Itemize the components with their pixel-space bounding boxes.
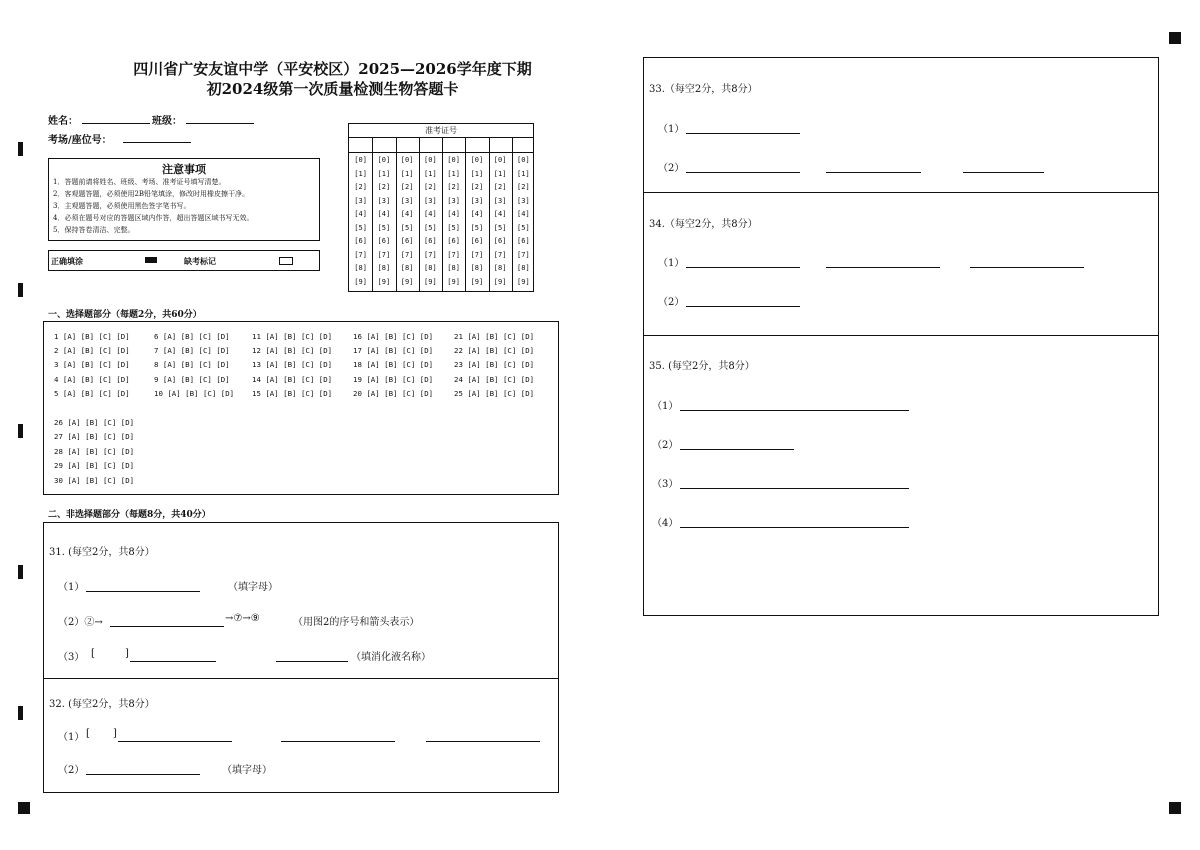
nonchoice-answer-box: [43, 522, 559, 793]
timing-mark: [18, 283, 23, 297]
exam-id-digit-bubble[interactable]: [5]: [400, 223, 414, 232]
exam-id-digit-bubble[interactable]: [3]: [493, 196, 507, 205]
exam-id-digit-bubble[interactable]: [7]: [517, 250, 530, 259]
q33-sub2-blank3[interactable]: [963, 172, 1044, 173]
choice-question-row[interactable]: 22 [A] [B] [C] [D]: [454, 346, 535, 356]
exam-id-digit-bubble[interactable]: [3]: [470, 196, 484, 205]
exam-id-digit-bubble[interactable]: [1]: [424, 169, 437, 178]
exam-id-digit-bubble[interactable]: [0]: [377, 156, 391, 164]
q32-title: 32. (每空2分，共8分）: [49, 699, 155, 710]
exam-id-digit-bubble[interactable]: [6]: [424, 237, 437, 245]
q34-sub2-label: （2）: [658, 297, 685, 308]
exam-id-digit-bubble[interactable]: [9]: [377, 277, 391, 286]
exam-id-digit-bubble[interactable]: [3]: [354, 196, 367, 205]
exam-id-digit-bubble[interactable]: [6]: [493, 237, 507, 245]
exam-id-digit-bubble[interactable]: [0]: [470, 156, 484, 164]
notice-title: 注意事项: [162, 163, 206, 176]
alignment-marker-bottom-left: [18, 802, 30, 814]
absent-mark-checkbox[interactable]: [279, 257, 293, 265]
exam-id-entry-cell[interactable]: [349, 138, 372, 152]
choice-question-row[interactable]: 21 [A] [B] [C] [D]: [454, 332, 535, 341]
exam-id-digit-bubble[interactable]: [4]: [470, 210, 484, 218]
exam-id-digit-bubble[interactable]: [5]: [354, 223, 367, 232]
choice-answer-box: [43, 321, 559, 495]
exam-id-digit-bubble[interactable]: [7]: [377, 250, 391, 259]
q33-title: 33.（每空2分，共8分）: [649, 84, 758, 95]
q32-sub1-blank3[interactable]: [426, 741, 540, 742]
choice-question-row[interactable]: 6 [A] [B] [C] [D]: [154, 332, 230, 341]
exam-id-digit-bubble[interactable]: [4]: [354, 210, 367, 218]
timing-mark: [18, 142, 23, 156]
notice-item: 4．必须在题号对应的答题区域内作答，超出答题区域书写无效。: [53, 214, 254, 222]
q33-q34-divider: [644, 192, 1158, 193]
exam-id-entry-divider: [349, 152, 533, 153]
exam-id-digit-bubble[interactable]: [2]: [400, 183, 414, 191]
q31-sub2-blank[interactable]: [110, 626, 224, 627]
exam-id-digit-bubble[interactable]: [0]: [400, 156, 414, 164]
q35-sub3-blank[interactable]: [680, 488, 909, 489]
q32-sub1-bracket-open: [: [86, 728, 90, 739]
exam-id-digit-bubble[interactable]: [5]: [493, 223, 507, 232]
q32-sub2-hint: （填字母）: [222, 765, 272, 776]
exam-id-digit-bubble[interactable]: [0]: [517, 156, 530, 164]
choice-question-row[interactable]: 3 [A] [B] [C] [D]: [54, 360, 130, 370]
exam-id-digit-bubble[interactable]: [6]: [354, 237, 367, 245]
choice-question-row[interactable]: 9 [A] [B] [C] [D]: [154, 374, 230, 384]
exam-id-label: 准考证号: [425, 126, 457, 135]
class-label: 班级：: [152, 116, 182, 127]
q31-sub3-label: （3）: [58, 652, 85, 663]
name-field[interactable]: [82, 123, 150, 124]
correct-fill-label: 正确填涂: [51, 256, 83, 266]
exam-id-digit-bubble[interactable]: [9]: [470, 277, 484, 286]
q35-sub2-label: （2）: [652, 440, 679, 451]
section1-header: 一、选择题部分（每题2分，共60分）: [48, 310, 202, 320]
choice-question-row[interactable]: 15 [A] [B] [C] [D]: [252, 388, 333, 398]
exam-id-digit-bubble[interactable]: [0]: [493, 156, 507, 164]
choice-question-row[interactable]: 19 [A] [B] [C] [D]: [353, 374, 434, 384]
choice-question-row[interactable]: 4 [A] [B] [C] [D]: [54, 374, 130, 384]
q34-q35-divider: [644, 335, 1158, 336]
q31-sub3-bracket-close: ]: [125, 648, 129, 659]
exam-id-digit-bubble[interactable]: [9]: [517, 277, 530, 286]
exam-id-digit-bubble[interactable]: [1]: [377, 169, 391, 178]
q35-sub3-label: （3）: [652, 479, 679, 490]
exam-id-digit-bubble[interactable]: [9]: [400, 277, 414, 286]
choice-question-row[interactable]: 13 [A] [B] [C] [D]: [252, 360, 333, 370]
exam-id-digit-bubble[interactable]: [6]: [517, 237, 530, 245]
exam-id-digit-bubble[interactable]: [7]: [354, 250, 367, 259]
exam-id-entry-cell[interactable]: [465, 138, 488, 152]
exam-id-digit-bubble[interactable]: [8]: [400, 264, 414, 272]
exam-id-digit-bubble[interactable]: [1]: [517, 169, 530, 178]
exam-id-entry-cell[interactable]: [442, 138, 465, 152]
exam-id-digit-bubble[interactable]: [4]: [493, 210, 507, 218]
exam-id-digit-bubble[interactable]: [5]: [424, 223, 437, 232]
exam-id-digit-bubble[interactable]: [0]: [447, 156, 460, 164]
exam-id-digit-bubble[interactable]: [9]: [424, 277, 437, 286]
choice-question-row[interactable]: 20 [A] [B] [C] [D]: [353, 388, 434, 398]
absent-mark-label: 缺考标记: [184, 256, 216, 266]
notice-item: 5．保持答卷清洁、完整。: [53, 226, 135, 234]
exam-id-digit-bubble[interactable]: [7]: [424, 250, 437, 259]
q31-sub3-blank1[interactable]: [130, 661, 216, 662]
exam-id-grid: [348, 123, 534, 292]
q31-title: 31. (每空2分，共8分）: [49, 547, 155, 558]
page-title-line2: 初2024级第一次质量检测生物答题卡: [206, 80, 459, 98]
q32-sub1-label: （1）: [58, 732, 85, 743]
choice-question-row[interactable]: 5 [A] [B] [C] [D]: [54, 388, 130, 398]
right-answer-box: [643, 57, 1159, 616]
exam-id-digit-bubble[interactable]: [4]: [447, 210, 460, 218]
q34-sub2-blank[interactable]: [686, 306, 800, 307]
choice-question-row[interactable]: 18 [A] [B] [C] [D]: [353, 360, 434, 370]
notice-item: 2．客观题答题，必须使用2B铅笔填涂，修改时用橡皮擦干净。: [53, 190, 250, 198]
choice-question-row[interactable]: 29 [A] [B] [C] [D]: [54, 461, 135, 471]
exam-id-digit-bubble[interactable]: [1]: [447, 169, 460, 178]
exam-id-digit-bubble[interactable]: [8]: [424, 264, 437, 272]
choice-question-row[interactable]: 11 [A] [B] [C] [D]: [252, 332, 333, 341]
q31-sub2-hint: （用图2的序号和箭头表示）: [293, 617, 420, 628]
q35-sub1-label: （1）: [652, 401, 679, 412]
choice-question-row[interactable]: 7 [A] [B] [C] [D]: [154, 346, 230, 356]
q31-sub2-tail: →⑦→⑨: [225, 613, 260, 624]
exam-id-digit-bubble[interactable]: [5]: [447, 223, 460, 232]
notice-item: 3．主观题答题，必须使用黑色签字笔书写。: [53, 202, 191, 210]
choice-question-row[interactable]: 2 [A] [B] [C] [D]: [54, 346, 130, 356]
choice-question-row[interactable]: 30 [A] [B] [C] [D]: [54, 475, 135, 485]
choice-question-row[interactable]: 24 [A] [B] [C] [D]: [454, 374, 535, 384]
alignment-marker-bottom-right: [1169, 802, 1181, 814]
q35-title: 35. (每空2分，共8分）: [649, 361, 755, 372]
timing-mark: [18, 424, 23, 438]
q31-sub1-hint: （填字母）: [228, 582, 278, 593]
exam-id-entry-cell[interactable]: [512, 138, 535, 152]
q31-sub3-bracket-open: [: [91, 648, 95, 659]
exam-id-entry-cell[interactable]: [489, 138, 512, 152]
exam-id-entry-cell[interactable]: [372, 138, 395, 152]
q31-sub3-blank2[interactable]: [276, 661, 348, 662]
choice-question-row[interactable]: 26 [A] [B] [C] [D]: [54, 418, 135, 427]
exam-id-digit-bubble[interactable]: [2]: [447, 183, 460, 191]
exam-id-digit-bubble[interactable]: [9]: [354, 277, 367, 286]
page-title-line1: 四川省广安友谊中学（平安校区）2025—2026学年度下期: [133, 60, 532, 78]
q33-sub2-blank1[interactable]: [686, 172, 800, 173]
notice-box: [48, 158, 320, 241]
q33-sub2-blank2[interactable]: [826, 172, 921, 173]
choice-question-row[interactable]: 17 [A] [B] [C] [D]: [353, 346, 434, 356]
q31-sub1-label: （1）: [58, 582, 85, 593]
q32-sub1-blank1[interactable]: [118, 741, 232, 742]
q35-sub4-blank[interactable]: [680, 527, 909, 528]
choice-question-row[interactable]: 27 [A] [B] [C] [D]: [54, 432, 135, 442]
exam-id-digit-bubble[interactable]: [9]: [493, 277, 507, 286]
exam-id-digit-bubble[interactable]: [5]: [517, 223, 530, 232]
fill-legend-box: [48, 250, 320, 271]
exam-id-digit-bubble[interactable]: [8]: [447, 264, 460, 272]
choice-question-row[interactable]: 23 [A] [B] [C] [D]: [454, 360, 535, 370]
exam-id-digit-bubble[interactable]: [1]: [354, 169, 367, 178]
exam-id-digit-bubble[interactable]: [3]: [400, 196, 414, 205]
q31-sub2-label: （2）②→: [58, 617, 103, 628]
choice-question-row[interactable]: 8 [A] [B] [C] [D]: [154, 360, 230, 370]
exam-id-digit-bubble[interactable]: [2]: [470, 183, 484, 191]
exam-id-digit-bubble[interactable]: [4]: [424, 210, 437, 218]
exam-id-digit-bubble[interactable]: [5]: [470, 223, 484, 232]
exam-id-digit-bubble[interactable]: [0]: [354, 156, 367, 164]
q35-sub2-blank[interactable]: [680, 449, 794, 450]
exam-id-digit-bubble[interactable]: [1]: [400, 169, 414, 178]
exam-id-digit-bubble[interactable]: [7]: [447, 250, 460, 259]
q33-sub1-blank[interactable]: [686, 133, 800, 134]
q34-sub1-blank1[interactable]: [686, 267, 800, 268]
q35-sub1-blank[interactable]: [680, 410, 909, 411]
q31-sub1-blank[interactable]: [86, 591, 200, 592]
exam-id-entry-cell[interactable]: [419, 138, 442, 152]
exam-id-digit-bubble[interactable]: [8]: [470, 264, 484, 272]
exam-id-digit-bubble[interactable]: [3]: [447, 196, 460, 205]
timing-mark: [18, 565, 23, 579]
name-label: 姓名：: [48, 116, 78, 127]
choice-question-row[interactable]: 16 [A] [B] [C] [D]: [353, 332, 434, 341]
choice-question-row[interactable]: 1 [A] [B] [C] [D]: [54, 332, 130, 341]
exam-id-digit-bubble[interactable]: [7]: [470, 250, 484, 259]
class-field[interactable]: [186, 123, 254, 124]
q34-sub1-blank2[interactable]: [826, 267, 940, 268]
exam-id-digit-bubble[interactable]: [2]: [424, 183, 437, 191]
seat-field[interactable]: [123, 142, 191, 143]
choice-question-row[interactable]: 14 [A] [B] [C] [D]: [252, 374, 333, 384]
exam-id-digit-bubble[interactable]: [3]: [424, 196, 437, 205]
q32-sub1-bracket-close: ]: [113, 728, 117, 739]
notice-item: 1．答题前请将姓名、班级、考场、准考证号填写清楚。: [53, 178, 226, 186]
q34-sub1-blank3[interactable]: [970, 267, 1084, 268]
exam-id-digit-bubble[interactable]: [5]: [377, 223, 391, 232]
exam-id-digit-bubble[interactable]: [2]: [377, 183, 391, 191]
choice-question-row[interactable]: 12 [A] [B] [C] [D]: [252, 346, 333, 356]
choice-question-row[interactable]: 25 [A] [B] [C] [D]: [454, 388, 535, 398]
exam-id-digit-bubble[interactable]: [8]: [493, 264, 507, 272]
exam-id-digit-bubble[interactable]: [6]: [447, 237, 460, 245]
section2-header: 二、非选择题部分（每题8分，共40分）: [48, 510, 211, 520]
q31-sub3-hint: （填消化液名称）: [351, 652, 431, 663]
exam-id-digit-bubble[interactable]: [1]: [493, 169, 507, 178]
exam-id-digit-bubble[interactable]: [2]: [493, 183, 507, 191]
exam-id-digit-bubble[interactable]: [2]: [517, 183, 530, 191]
exam-id-digit-bubble[interactable]: [2]: [354, 183, 367, 191]
exam-id-digit-bubble[interactable]: [1]: [470, 169, 484, 178]
q32-sub2-label: （2）: [58, 765, 85, 776]
q33-sub1-label: （1）: [658, 124, 685, 135]
q32-sub2-blank[interactable]: [86, 774, 200, 775]
exam-id-digit-bubble[interactable]: [4]: [377, 210, 391, 218]
exam-id-digit-bubble[interactable]: [0]: [424, 156, 437, 164]
exam-id-digit-bubble[interactable]: [4]: [400, 210, 414, 218]
exam-id-digit-bubble[interactable]: [3]: [377, 196, 391, 205]
q34-title: 34.（每空2分，共8分）: [649, 219, 758, 230]
exam-id-digit-bubble[interactable]: [3]: [517, 196, 530, 205]
exam-id-digit-bubble[interactable]: [8]: [377, 264, 391, 272]
exam-id-digit-bubble[interactable]: [7]: [400, 250, 414, 259]
q34-sub1-label: （1）: [658, 258, 685, 269]
exam-id-digit-bubble[interactable]: [7]: [493, 250, 507, 259]
exam-id-digit-bubble[interactable]: [6]: [470, 237, 484, 245]
q32-sub1-blank2[interactable]: [281, 741, 395, 742]
q31-q32-divider: [44, 678, 558, 679]
q33-sub2-label: （2）: [658, 163, 685, 174]
exam-id-entry-cell[interactable]: [396, 138, 419, 152]
alignment-marker-top-right: [1169, 32, 1181, 44]
seat-label: 考场/座位号：: [48, 135, 112, 146]
correct-fill-sample: [145, 257, 157, 263]
timing-mark: [18, 706, 23, 720]
exam-id-digit-bubble[interactable]: [4]: [517, 210, 530, 218]
choice-question-row[interactable]: 28 [A] [B] [C] [D]: [54, 446, 135, 456]
exam-id-digit-bubble[interactable]: [8]: [517, 264, 530, 272]
exam-id-digit-bubble[interactable]: [9]: [447, 277, 460, 286]
exam-id-digit-bubble[interactable]: [8]: [354, 264, 367, 272]
choice-question-row[interactable]: 10 [A] [B] [C] [D]: [154, 388, 235, 398]
exam-id-digit-bubble[interactable]: [6]: [377, 237, 391, 245]
q35-sub4-label: （4）: [652, 518, 679, 529]
exam-id-digit-bubble[interactable]: [6]: [400, 237, 414, 245]
